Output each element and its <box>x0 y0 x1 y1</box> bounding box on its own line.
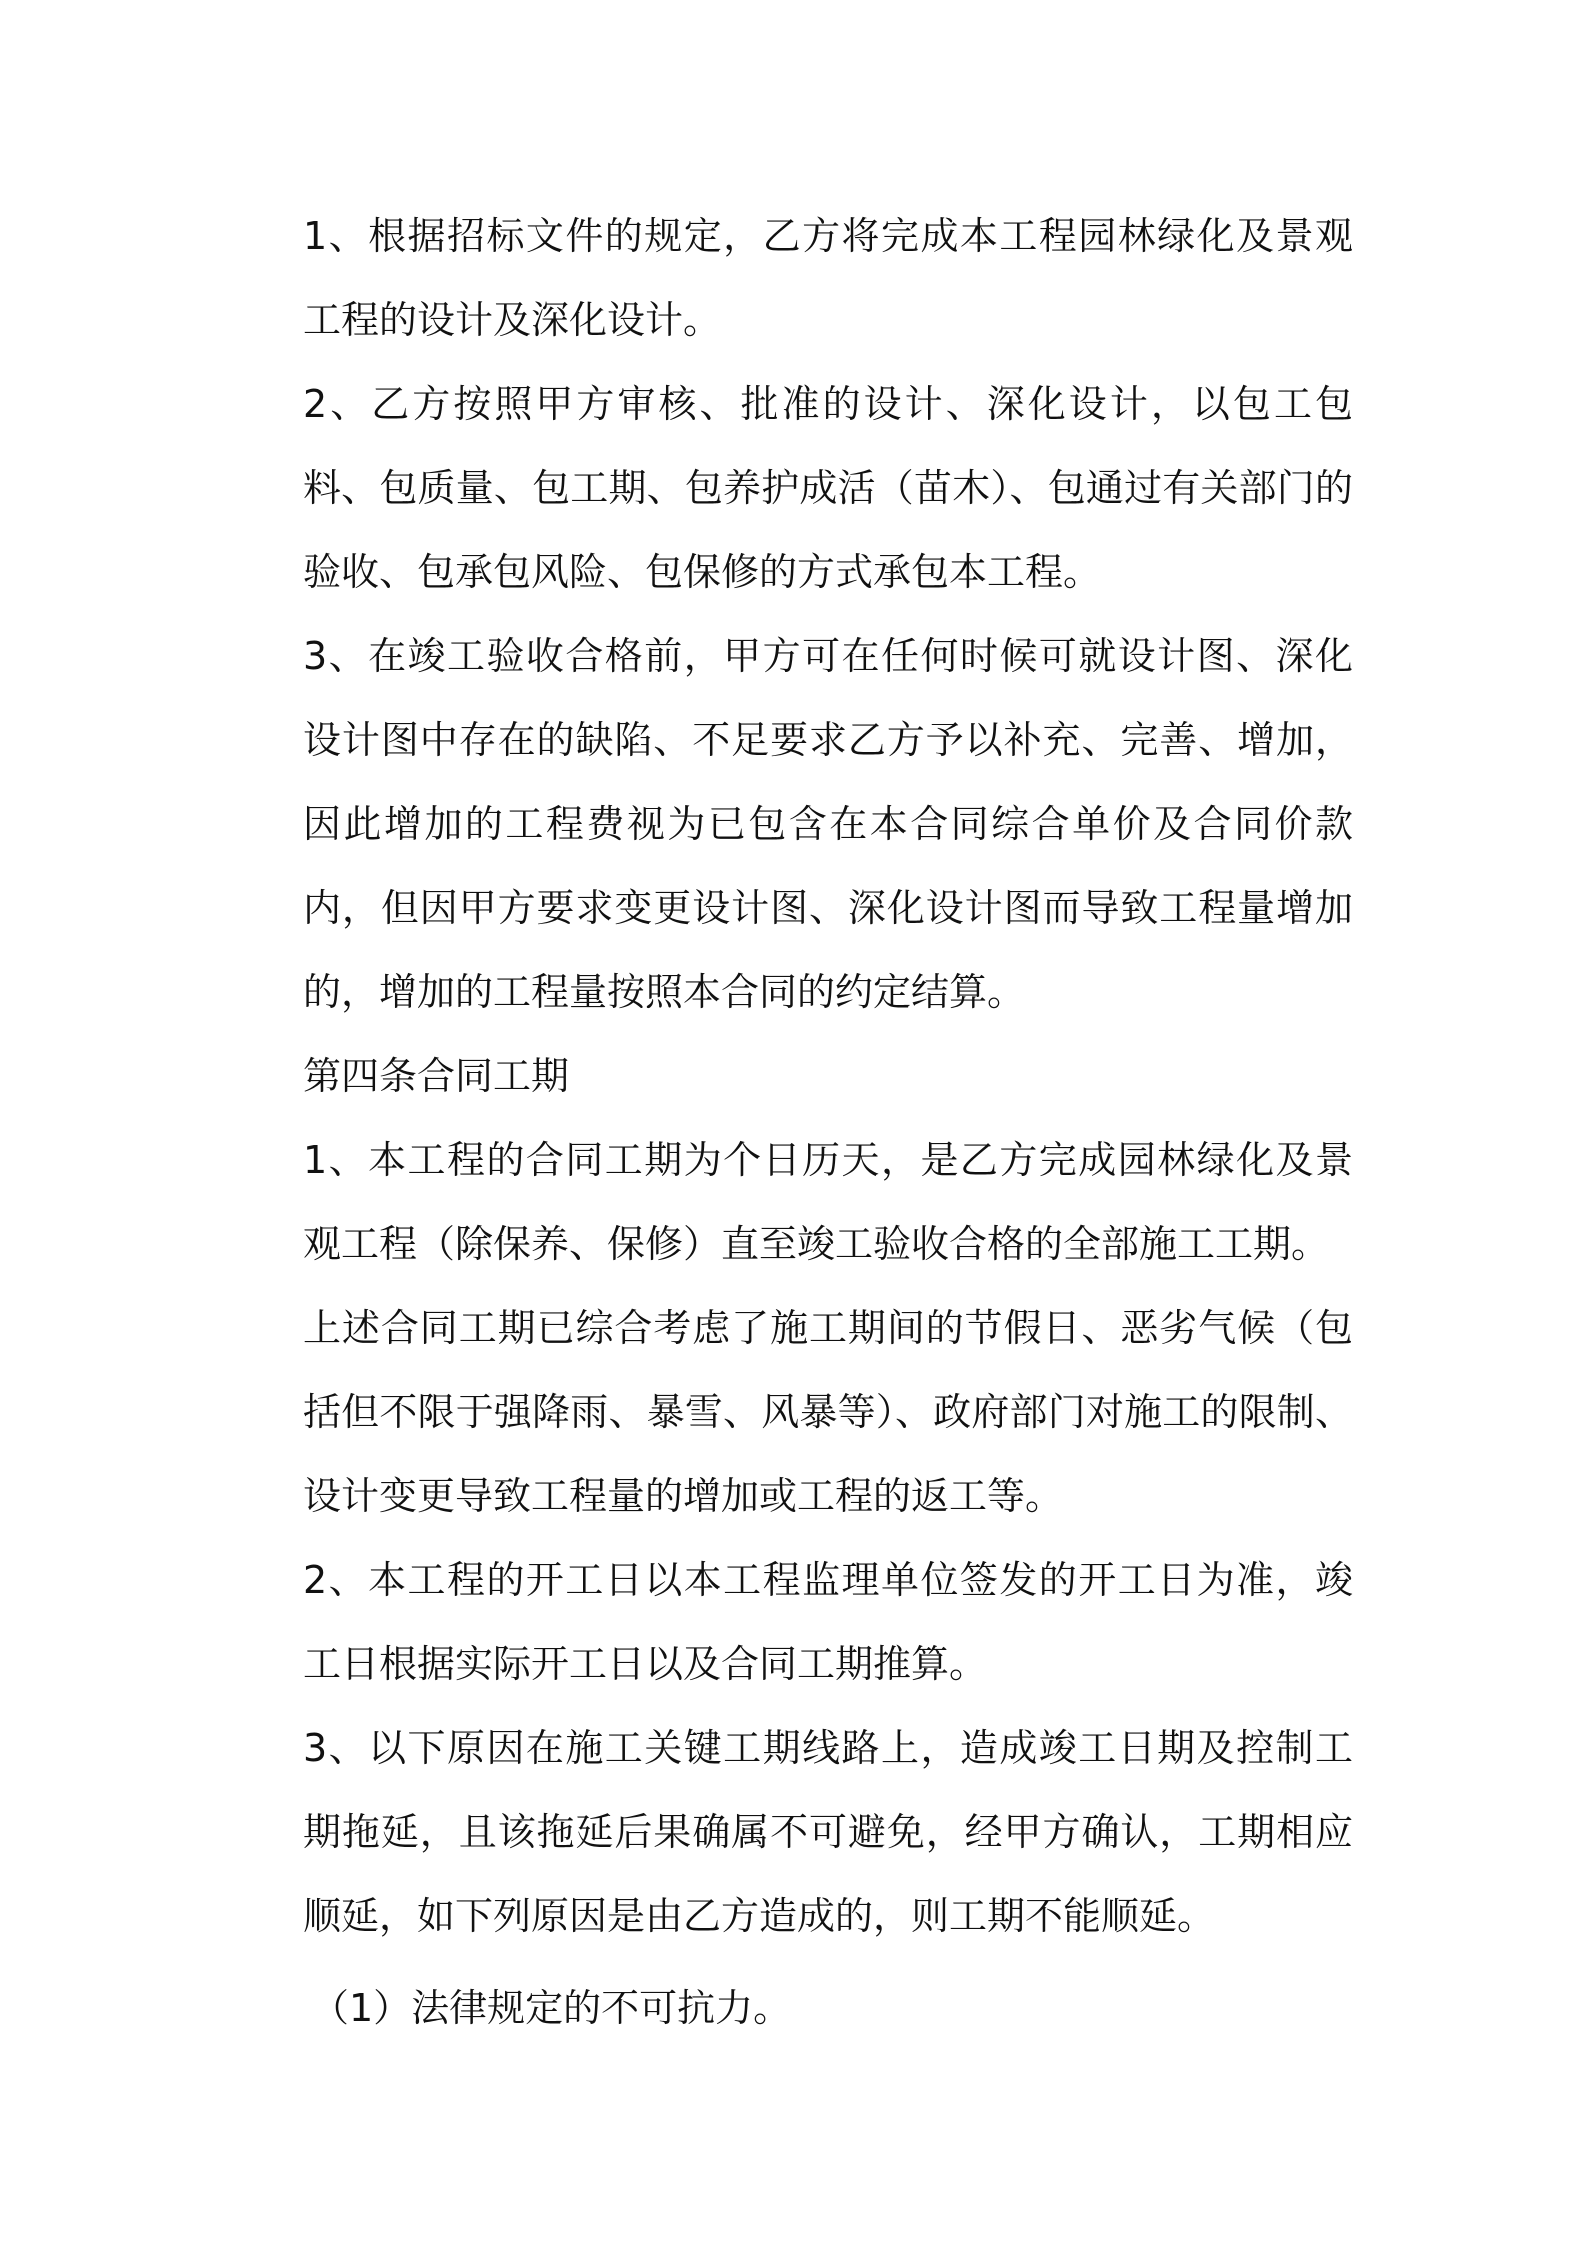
paragraph-contract-method: 2、乙方按照甲方审核、批准的设计、深化设计，以包工包料、包质量、包工期、包养护成活（苗木）、包通过有关部门的验收、包承包风险、包保修的方式承包本工程。 <box>303 382 1353 594</box>
paragraph-design-scope: 1、根据招标文件的规定，乙方将完成本工程园林绿化及景观工程的设计及深化设计。 <box>303 214 1353 342</box>
paragraph-duration-factors: 上述合同工期已综合考虑了施工期间的节假日、恶劣气候（包括但不限于强降雨、暴雪、风暴等）、政府部门对施工的限制、设计变更导致工程量的增加或工程的返工等。 <box>303 1306 1353 1518</box>
paragraph-contract-duration: 1、本工程的合同工期为个日历天，是乙方完成园林绿化及景观工程（除保养、保修）直至竣工验收合格的全部施工工期。 <box>303 1138 1353 1266</box>
list-item-force-majeure: （1）法律规定的不可抗力。 <box>311 1986 792 2030</box>
paragraph-delay-causes: 3、以下原因在施工关键工期线路上，造成竣工日期及控制工期拖延，且该拖延后果确属不可避免，经甲方确认，工期相应顺延，如下列原因是由乙方造成的，则工期不能顺延。 <box>303 1726 1353 1938</box>
document-body <box>303 194 1353 2050</box>
section-heading-contract-period: 第四条合同工期 <box>303 1054 570 1098</box>
paragraph-start-date: 2、本工程的开工日以本工程监理单位签发的开工日为准，竣工日根据实际开工日以及合同工期推算。 <box>303 1558 1353 1686</box>
paragraph-design-defects: 3、在竣工验收合格前，甲方可在任何时候可就设计图、深化设计图中存在的缺陷、不足要求乙方予以补充、完善、增加，因此增加的工程费视为已包含在本合同综合单价及合同价款内，但因甲方要求变更设计图、深化设计图而导致工程量增加的，增加的工程量按照本合同的约定结算。 <box>303 634 1353 1014</box>
